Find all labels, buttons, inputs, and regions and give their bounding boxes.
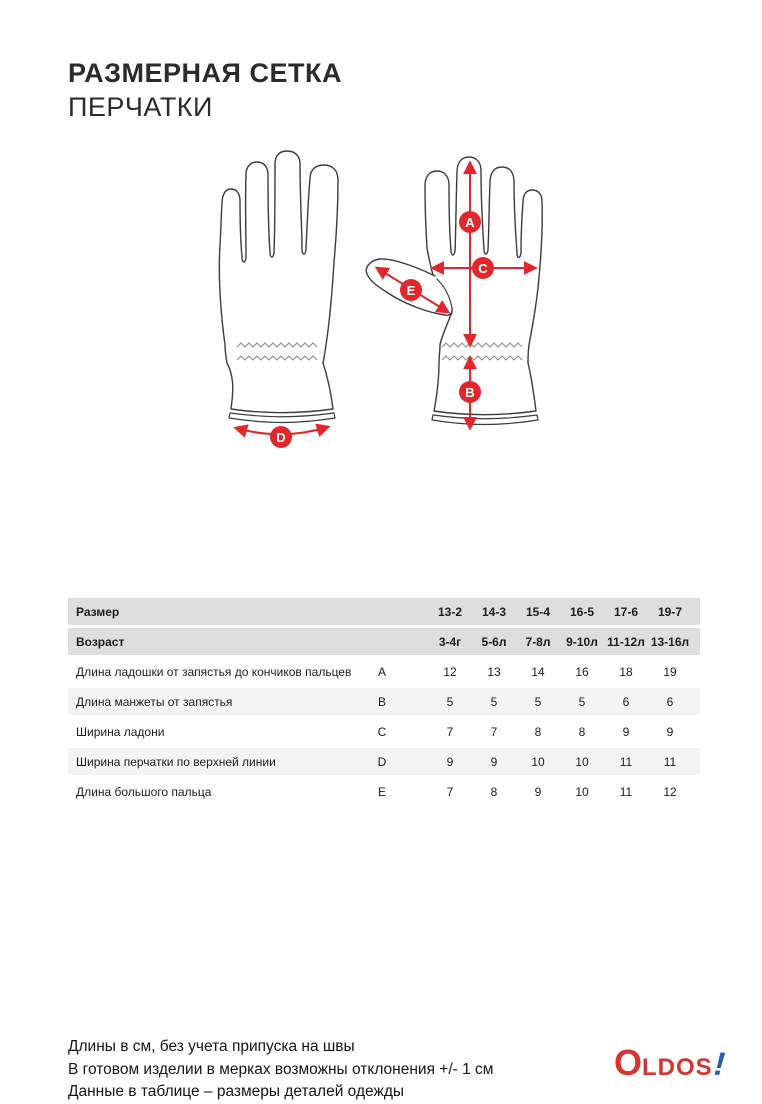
svg-text:E: E: [406, 283, 416, 298]
cell: 5: [490, 694, 498, 709]
svg-text:B: B: [465, 385, 475, 400]
cell: 14-3: [481, 604, 507, 619]
note-line: Данные в таблице – размеры деталей одежды: [68, 1083, 404, 1100]
glove-measurement-diagram: [170, 140, 590, 470]
cell: 18: [619, 664, 633, 679]
oldos-logo: [614, 1042, 725, 1084]
table-row-measure-a: [68, 658, 700, 685]
row-letter: B: [377, 694, 386, 709]
marker-badge-a: [459, 211, 481, 233]
cell: 9: [622, 724, 630, 739]
page-title: [68, 56, 342, 124]
glove-back-outline: [219, 151, 338, 413]
cell: 8: [534, 724, 542, 739]
table-row-size: [68, 598, 700, 625]
cell: 8: [490, 784, 498, 799]
logo-letter-o: O: [614, 1042, 643, 1083]
marker-badge-d: [270, 426, 292, 448]
cell: 6: [666, 694, 674, 709]
row-label: Длина ладошки от запястья до кончиков пальцев: [76, 664, 352, 679]
table-row-measure-c: [68, 718, 700, 745]
marker-badge-c: [472, 257, 494, 279]
cell: 19: [663, 664, 677, 679]
cell: 5-6л: [481, 634, 507, 649]
page-title-line2: ПЕРЧАТКИ: [68, 92, 213, 122]
row-label: Размер: [76, 604, 120, 619]
cell: 6: [622, 694, 630, 709]
cell: 5: [446, 694, 454, 709]
row-letter: C: [377, 724, 387, 739]
cell: 9: [534, 784, 542, 799]
cell: 9: [446, 754, 454, 769]
cell: 7: [446, 784, 454, 799]
row-label: Ширина перчатки по верхней линии: [76, 754, 276, 769]
table-row-measure-d: [68, 748, 700, 775]
cell: 12: [443, 664, 457, 679]
size-table: [68, 598, 700, 808]
cell: 11: [619, 784, 633, 799]
row-label: Длина большого пальца: [76, 784, 212, 799]
cell: 12: [663, 784, 677, 799]
cell: 7: [446, 724, 454, 739]
marker-badge-b: [459, 381, 481, 403]
cell: 16: [575, 664, 589, 679]
cell: 7: [490, 724, 498, 739]
cell: 5: [578, 694, 586, 709]
cell: 11: [619, 754, 633, 769]
glove-palm-hem: [432, 415, 538, 425]
cell: 10: [575, 754, 589, 769]
cell: 11: [663, 754, 677, 769]
cell: 13: [487, 664, 501, 679]
cell: 10: [575, 784, 589, 799]
svg-text:A: A: [465, 215, 475, 230]
cell: 13-16л: [650, 634, 690, 649]
row-label: Возраст: [76, 634, 125, 649]
svg-text:D: D: [276, 430, 286, 445]
cell: 10: [531, 754, 545, 769]
cell: 14: [531, 664, 545, 679]
row-letter: A: [377, 664, 386, 679]
row-letter: D: [377, 754, 387, 769]
cell: 17-6: [613, 604, 639, 619]
row-letter: E: [377, 784, 386, 799]
cell: 8: [578, 724, 586, 739]
row-label: Ширина ладони: [76, 724, 165, 739]
cell: 13-2: [437, 604, 463, 619]
footer-notes: [68, 1036, 493, 1104]
cell: 9: [490, 754, 498, 769]
cell: 9-10л: [566, 634, 598, 649]
cell: 3-4г: [438, 634, 462, 649]
cell: 16-5: [569, 604, 595, 619]
note-line: В готовом изделии в мерках возможны отклонения +/- 1 см: [68, 1060, 494, 1078]
row-label: Длина манжеты от запястья: [76, 694, 233, 709]
cell: 15-4: [525, 604, 551, 619]
table-row-age: [68, 628, 700, 655]
logo-text: LDOS: [642, 1054, 713, 1081]
table-row-measure-e: [68, 778, 700, 805]
cell: 11-12л: [607, 634, 645, 649]
cell: 9: [666, 724, 674, 739]
cell: 5: [534, 694, 542, 709]
glove-back-hem: [229, 413, 335, 423]
svg-text:C: C: [478, 261, 488, 276]
note-line: Длины в см, без учета припуска на швы: [68, 1038, 355, 1055]
logo-exclamation: !: [712, 1044, 726, 1083]
marker-badge-e: [400, 279, 422, 301]
table-row-measure-b: [68, 688, 700, 715]
cell: 19-7: [657, 604, 683, 619]
page-title-line1: РАЗМЕРНАЯ СЕТКА: [68, 58, 342, 88]
cell: 7-8л: [525, 634, 551, 649]
